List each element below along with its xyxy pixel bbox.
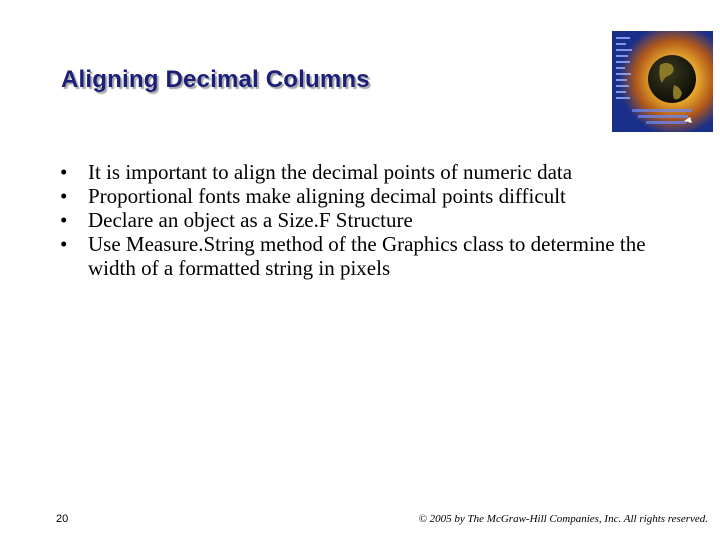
bullet-list	[60, 160, 680, 280]
page-number: 20	[56, 513, 69, 525]
bullet-text: It is important to align the decimal points of numeric data	[88, 160, 573, 184]
bullet-marker: •	[60, 208, 68, 232]
bullet-text: Declare an object as a Size.F Structure	[88, 208, 413, 232]
bullet-marker: •	[60, 160, 68, 184]
slide-title: Aligning Decimal Columns	[61, 66, 370, 93]
copyright-notice: © 2005 by The McGraw-Hill Companies, Inc. All rights reserved.	[418, 513, 708, 525]
bullet-marker: •	[60, 184, 68, 208]
bullet-item	[60, 184, 680, 208]
bullet-marker: •	[60, 232, 68, 256]
bullet-item	[60, 232, 680, 280]
globe-computer-icon	[612, 31, 713, 132]
bullet-item	[60, 160, 680, 184]
bullet-text: Proportional fonts make aligning decimal points difficult	[88, 184, 566, 208]
bullet-text: Use Measure.String method of the Graphics class to determine the width of a formatted string in pixels	[88, 232, 646, 280]
bullet-item	[60, 208, 680, 232]
